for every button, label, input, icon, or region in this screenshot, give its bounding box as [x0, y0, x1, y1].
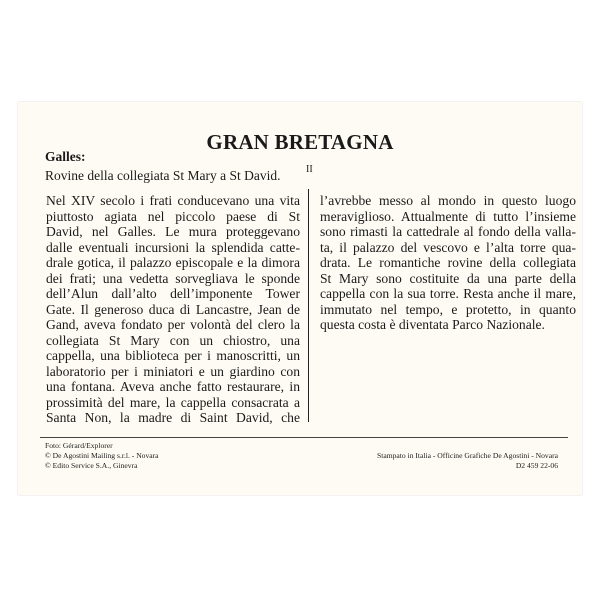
column-divider: [308, 189, 309, 422]
page-title: GRAN BRETAGNA: [206, 130, 394, 154]
credit-line: Foto: Gérard/Explorer: [45, 441, 113, 450]
text-line: Gate. Il generoso duca di Lancastre, Jean de: [46, 301, 300, 317]
text-line: cappella con la sua torre. Resta anche il mare,: [320, 286, 576, 301]
text-line: dalle eventuali incursioni la splendida catte-: [46, 239, 300, 255]
region-label: Galles:: [45, 149, 86, 164]
text-line: sono rimasti la cattedrale al fondo della valla-: [320, 224, 576, 239]
credit-line: © De Agostini Mailing s.r.l. - Novara: [45, 451, 159, 460]
text-line: immutato nel tempo, e protetto, in quanto: [320, 301, 576, 317]
text-line: St Mary sono costituite da una parte della: [320, 270, 576, 286]
credit-line: © Edito Service S.A., Ginevra: [45, 461, 138, 470]
text-line: dei frati; una vedetta sorvegliava le sponde: [46, 270, 300, 286]
text-line: dell’Alun dall’alto dell’imponente Tower: [46, 286, 300, 301]
text-line: una fontana. Aveva anche fatto restaurare, in: [46, 379, 300, 394]
left-text-column: [46, 193, 300, 426]
text-line: Gand, aveva fondato per volontà del clero la: [46, 317, 300, 332]
text-line: drale gotica, il palazzo episcopale e la dimora: [46, 255, 300, 270]
text-line: collegiata St Mary con un chiostro, una: [46, 332, 300, 348]
footer-divider: [40, 437, 568, 438]
photo-credits: [45, 441, 159, 471]
postcard-back: [18, 102, 582, 495]
text-line: l’avrebbe messo al mondo in questo luogo: [320, 193, 576, 208]
text-line: piuttosto agiata nel piccolo paese di St: [46, 208, 300, 224]
subtitle: Rovine della collegiata St Mary a St David.: [45, 168, 281, 183]
text-line: laboratorio per i miniatori e un giardino con: [46, 363, 300, 379]
text-line: Nel XIV secolo i frati conducevano una vita: [46, 193, 300, 208]
text-line: drata. Le romantiche rovine della collegiata: [320, 255, 576, 270]
card-number: II: [306, 164, 313, 175]
text-line: cappella, una biblioteca per i manoscritti, un: [46, 348, 300, 363]
text-line: David, nel Galles. Le mura proteggevano: [46, 224, 300, 239]
product-code: D2 459 22-06: [515, 461, 558, 470]
text-line: prossimità del mare, la cappella consacrata a: [46, 394, 300, 410]
text-line: ta, il palazzo del vescovo e l’alta torre qua-: [320, 239, 576, 255]
right-text-column: [320, 193, 576, 333]
printer-info: [377, 451, 558, 471]
printer-line: Stampato in Italia - Officine Grafiche De Agostini - Novara: [377, 451, 558, 460]
text-line: questa costa è diventata Parco Nazionale.: [320, 317, 545, 332]
text-line: Santa Non, la madre di Saint David, che: [46, 410, 300, 425]
text-line: meraviglioso. Attualmente di tutto l’insieme: [320, 208, 576, 224]
